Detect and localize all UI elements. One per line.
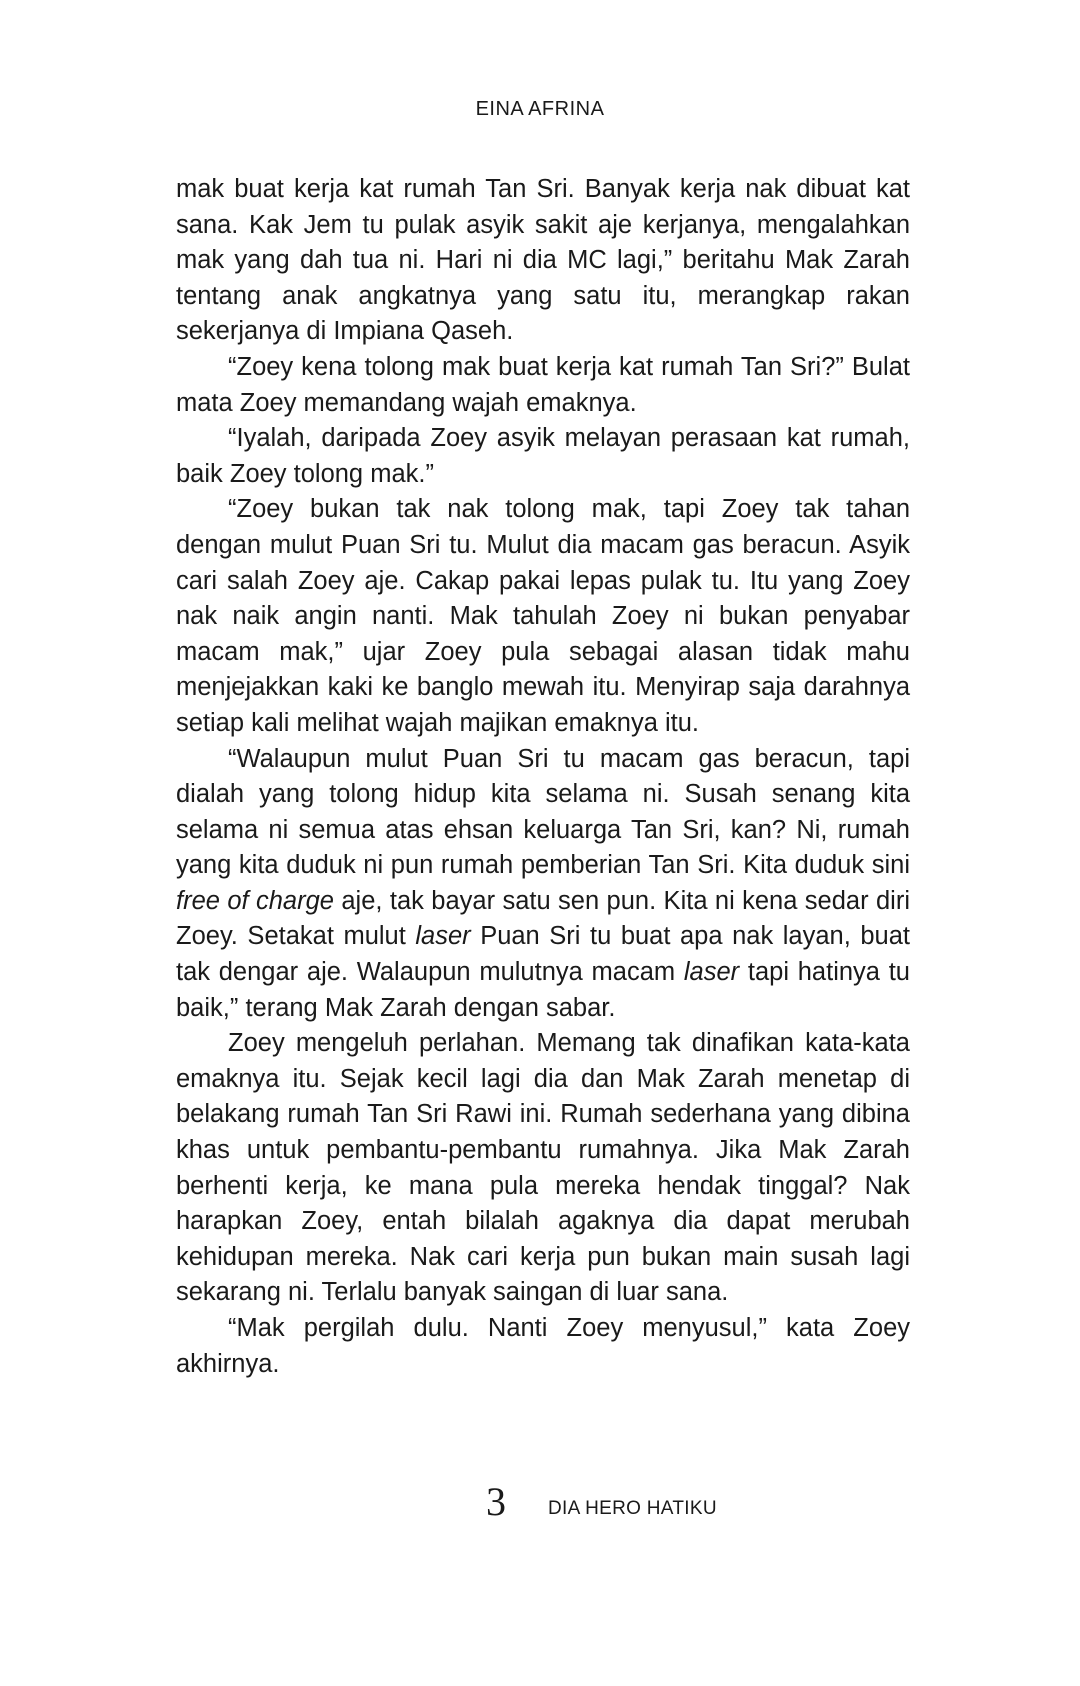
text-segment: Zoey mengeluh perlahan. Memang tak dinafikan kata-kata emaknya itu. Sejak kecil lagi dia dan Mak Zarah menetap di belakang rumah Tan Sri Rawi ini. Rumah sederhana yang dibina khas untuk pembantu-pembantu rumahnya. Jika Mak Zarah berhenti kerja, ke mana pula mereka hendak tinggal? Nak harapkan Zoey, entah bilalah agaknya dia dapat merubah kehidupan mereka. Nak cari kerja pun bukan main susah lagi sekarang ni. Terlalu banyak saingan di luar sana. [176, 1029, 910, 1307]
paragraph [176, 1026, 910, 1311]
paragraph [176, 742, 910, 1027]
paragraph [176, 492, 910, 741]
text-segment: “Walaupun mulut Puan Sri tu macam gas beracun, tapi dialah yang tolong hidup kita selama ni. Susah senang kita selama ni semua atas ehsan keluarga Tan Sri, kan? Ni, rumah yang kita duduk ni pun rumah pemberian Tan Sri. Kita duduk sini [176, 744, 910, 880]
paragraph [176, 172, 910, 350]
italic-text: laser [415, 922, 471, 951]
page-number: 3 [486, 1479, 506, 1524]
italic-text: laser [683, 958, 740, 987]
text-segment: “Iyalah, daripada Zoey asyik melayan perasaan kat rumah, baik Zoey tolong mak.” [176, 424, 910, 488]
text-segment: “Zoey kena tolong mak buat kerja kat rumah Tan Sri?” Bulat mata Zoey memandang wajah emaknya. [176, 352, 910, 417]
text-segment: “Zoey bukan tak nak tolong mak, tapi Zoey tak tahan dengan mulut Puan Sri tu. Mulut dia macam gas beracun. Asyik cari salah Zoey aje. Cakap pakai lepas pulak tu. Itu yang Zoey nak naik angin nanti. Mak tahulah Zoey ni bukan penyabar macam mak,” ujar Zoey pula sebagai alasan tidak mahu menjejakkan kaki ke banglo mewah itu. Menyirap saja darahnya setiap kali melihat wajah majikan emaknya itu. [176, 495, 910, 737]
text-segment: tapi hatinya tu baik,” terang Mak Zarah dengan sabar. [176, 958, 910, 1022]
text-segment: Puan Sri tu buat apa nak layan, buat tak dengar aje. Walaupun mulutnya macam [176, 922, 910, 987]
paragraph [176, 1311, 910, 1382]
running-head-author: EINA AFRINA [475, 98, 605, 120]
body-text [176, 172, 910, 1382]
text-segment: “Mak pergilah dulu. Nanti Zoey menyusul,” kata Zoey akhirnya. [176, 1314, 910, 1378]
paragraph [176, 350, 910, 421]
paragraph [176, 421, 910, 492]
running-foot-book-title: DIA HERO HATIKU [548, 1498, 717, 1519]
text-segment: mak buat kerja kat rumah Tan Sri. Banyak kerja nak dibuat kat sana. Kak Jem tu pulak asyik sakit aje kerjanya, mengalahkan mak yang dah tua ni. Hari ni dia MC lagi,” beritahu Mak Zarah tentang anak angkatnya yang satu itu, merangkap rakan sekerjanya di Impiana Qaseh. [176, 175, 910, 346]
italic-text: free of charge [176, 886, 334, 915]
page-footer [0, 1479, 1080, 1530]
text-segment: aje, tak bayar satu sen pun. Kita ni kena sedar diri Zoey. Setakat mulut [176, 886, 910, 951]
